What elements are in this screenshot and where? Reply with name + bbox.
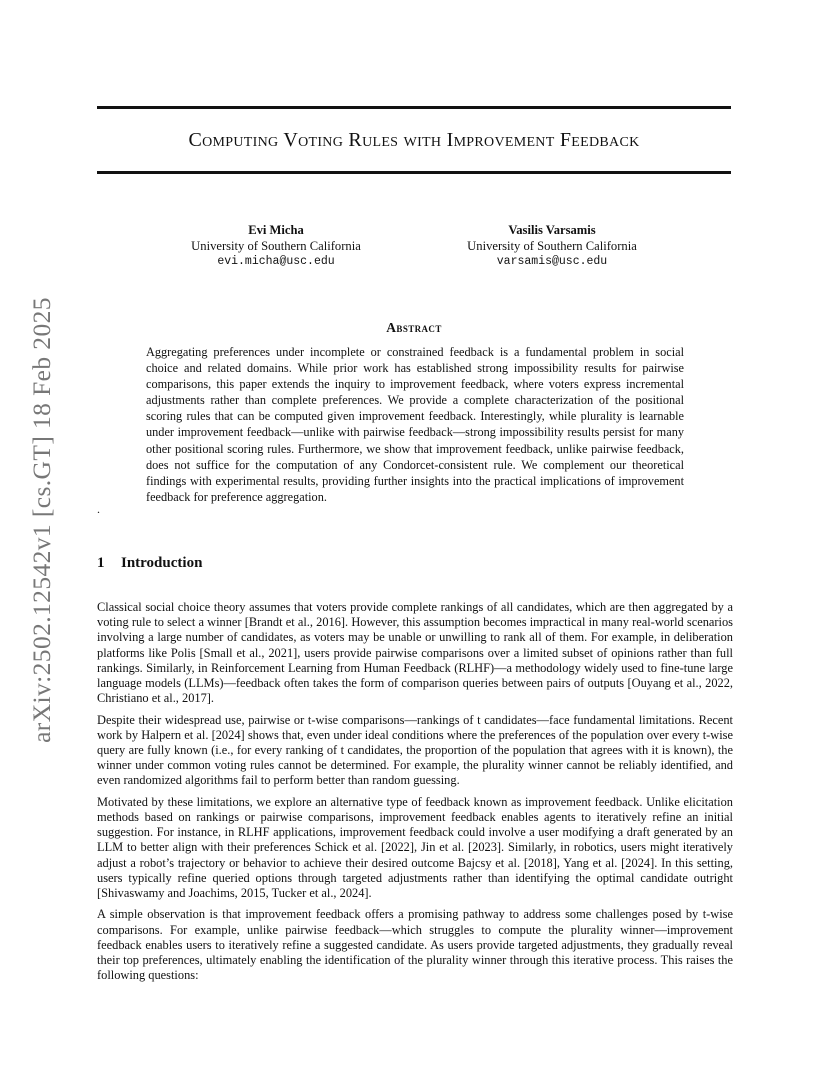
author-block [146,222,406,270]
body-paragraph: A simple observation is that improvement feedback offers a promising pathway to address some challenges posed by t-wise comparisons. For example, unlike pairwise feedback—which struggles to compute the plurality winner—improvement feedback enables users to iteratively refine a suggested candidate. As users provide targeted adjustments, they gradually reveal their top preferences, ultimately enabling the identification of the plurality winner through this iterative process. This raises the following questions: [97,907,733,983]
author-name: Evi Micha [248,223,304,237]
author-affiliation: University of Southern California [467,239,637,253]
title-rule-bottom [97,171,731,174]
author-name: Vasilis Varsamis [508,223,596,237]
body-paragraph: Despite their widespread use, pairwise or t-wise comparisons—rankings of t candidates—face fundamental limitations. Recent work by Halpern et al. [2024] shows that, even under ideal conditions where the preferences of the population over every t-wise query are fully known (i.e., for every ranking of t candidates, the proportion of the population that agrees with it is known), the winner under common voting rules cannot be determined. For example, the plurality winner cannot be reliably identified, and even randomized algorithms fail to perform better than random guessing. [97,712,733,788]
abstract-text: Aggregating preferences under incomplete or constrained feedback is a fundamental problem in social choice and related domains. While prior work has established strong impossibility results for pairwise comparisons, this paper extends the inquiry to improvement feedback, where voters express incremental adjustments rather than complete preferences. We provide a complete characterization of the positional scoring rules that can be computed given improvement feedback. Interestingly, while plurality is learnable under improvement feedback—unlike with pairwise feedback—strong impossibility results persist for many other positional scoring rules. Furthermore, we show that improvement feedback, unlike pairwise feedback, does not suffice for the computation of any Condorcet-consistent rule. We complement our theoretical findings with experimental results, providing further insights into the practical implications of improvement feedback for preference aggregation. [146,345,684,504]
body-paragraph: Classical social choice theory assumes that voters provide complete rankings of all candidates, which are then aggregated by a voting rule to select a winner [Brandt et al., 2016]. However, this assumption becomes impractical in many real-world scenarios involving a large number of candidates, as voters may be unable or unwilling to rank all of them. For example, in deliberation platforms like Polis [Small et al., 2021], users provide pairwise comparisons over a limited subset of opinions rather than full rankings. Similarly, in Reinforcement Learning from Human Feedback (RLHF)—a methodology widely used to fine-tune large language models (LLMs)—feedback often takes the form of comparison queries between pairs of outputs [Ouyang et al., 2022, Christiano et al., 2017]. [97,600,733,706]
title-rule-top [97,106,731,109]
author-affiliation: University of Southern California [191,239,361,253]
section-heading [97,555,202,572]
abstract-heading: Abstract [386,320,442,335]
author-block [422,222,682,270]
section-title: Introduction [121,555,203,571]
body-paragraph: Motivated by these limitations, we explore an alternative type of feedback known as improvement feedback. Unlike elicitation methods based on rankings or pairwise comparisons, improvement feedback enables agents to iteratively refine an initial suggestion. For instance, in RLHF applications, improvement feedback could involve a user modifying a draft generated by an LLM to better align with their preferences Schick et al. [2022], Jin et al. [2023]. Similarly, in robotics, users might iteratively adjust a robot’s trajectory or behavior to achieve their desired outcome Bajcsy et al. [2018], Yang et al. [2024]. In this setting, users typically refine queried options through targeted adjustments rather than identifying the optimal candidate outright [Shivaswamy and Joachims, 2015, Tucker et al., 2024]. [97,794,733,901]
author-email: varsamis@usc.edu [496,255,608,268]
paper-title: Computing Voting Rules with Improvement Feedback [188,129,640,151]
stray-mark: . [97,502,100,516]
section-body [97,600,733,990]
arxiv-identifier: arXiv:2502.12542v1 [cs.GT] 18 Feb 2025 [27,297,56,743]
section-number: 1 [97,555,105,571]
author-email: evi.micha@usc.edu [217,255,335,268]
